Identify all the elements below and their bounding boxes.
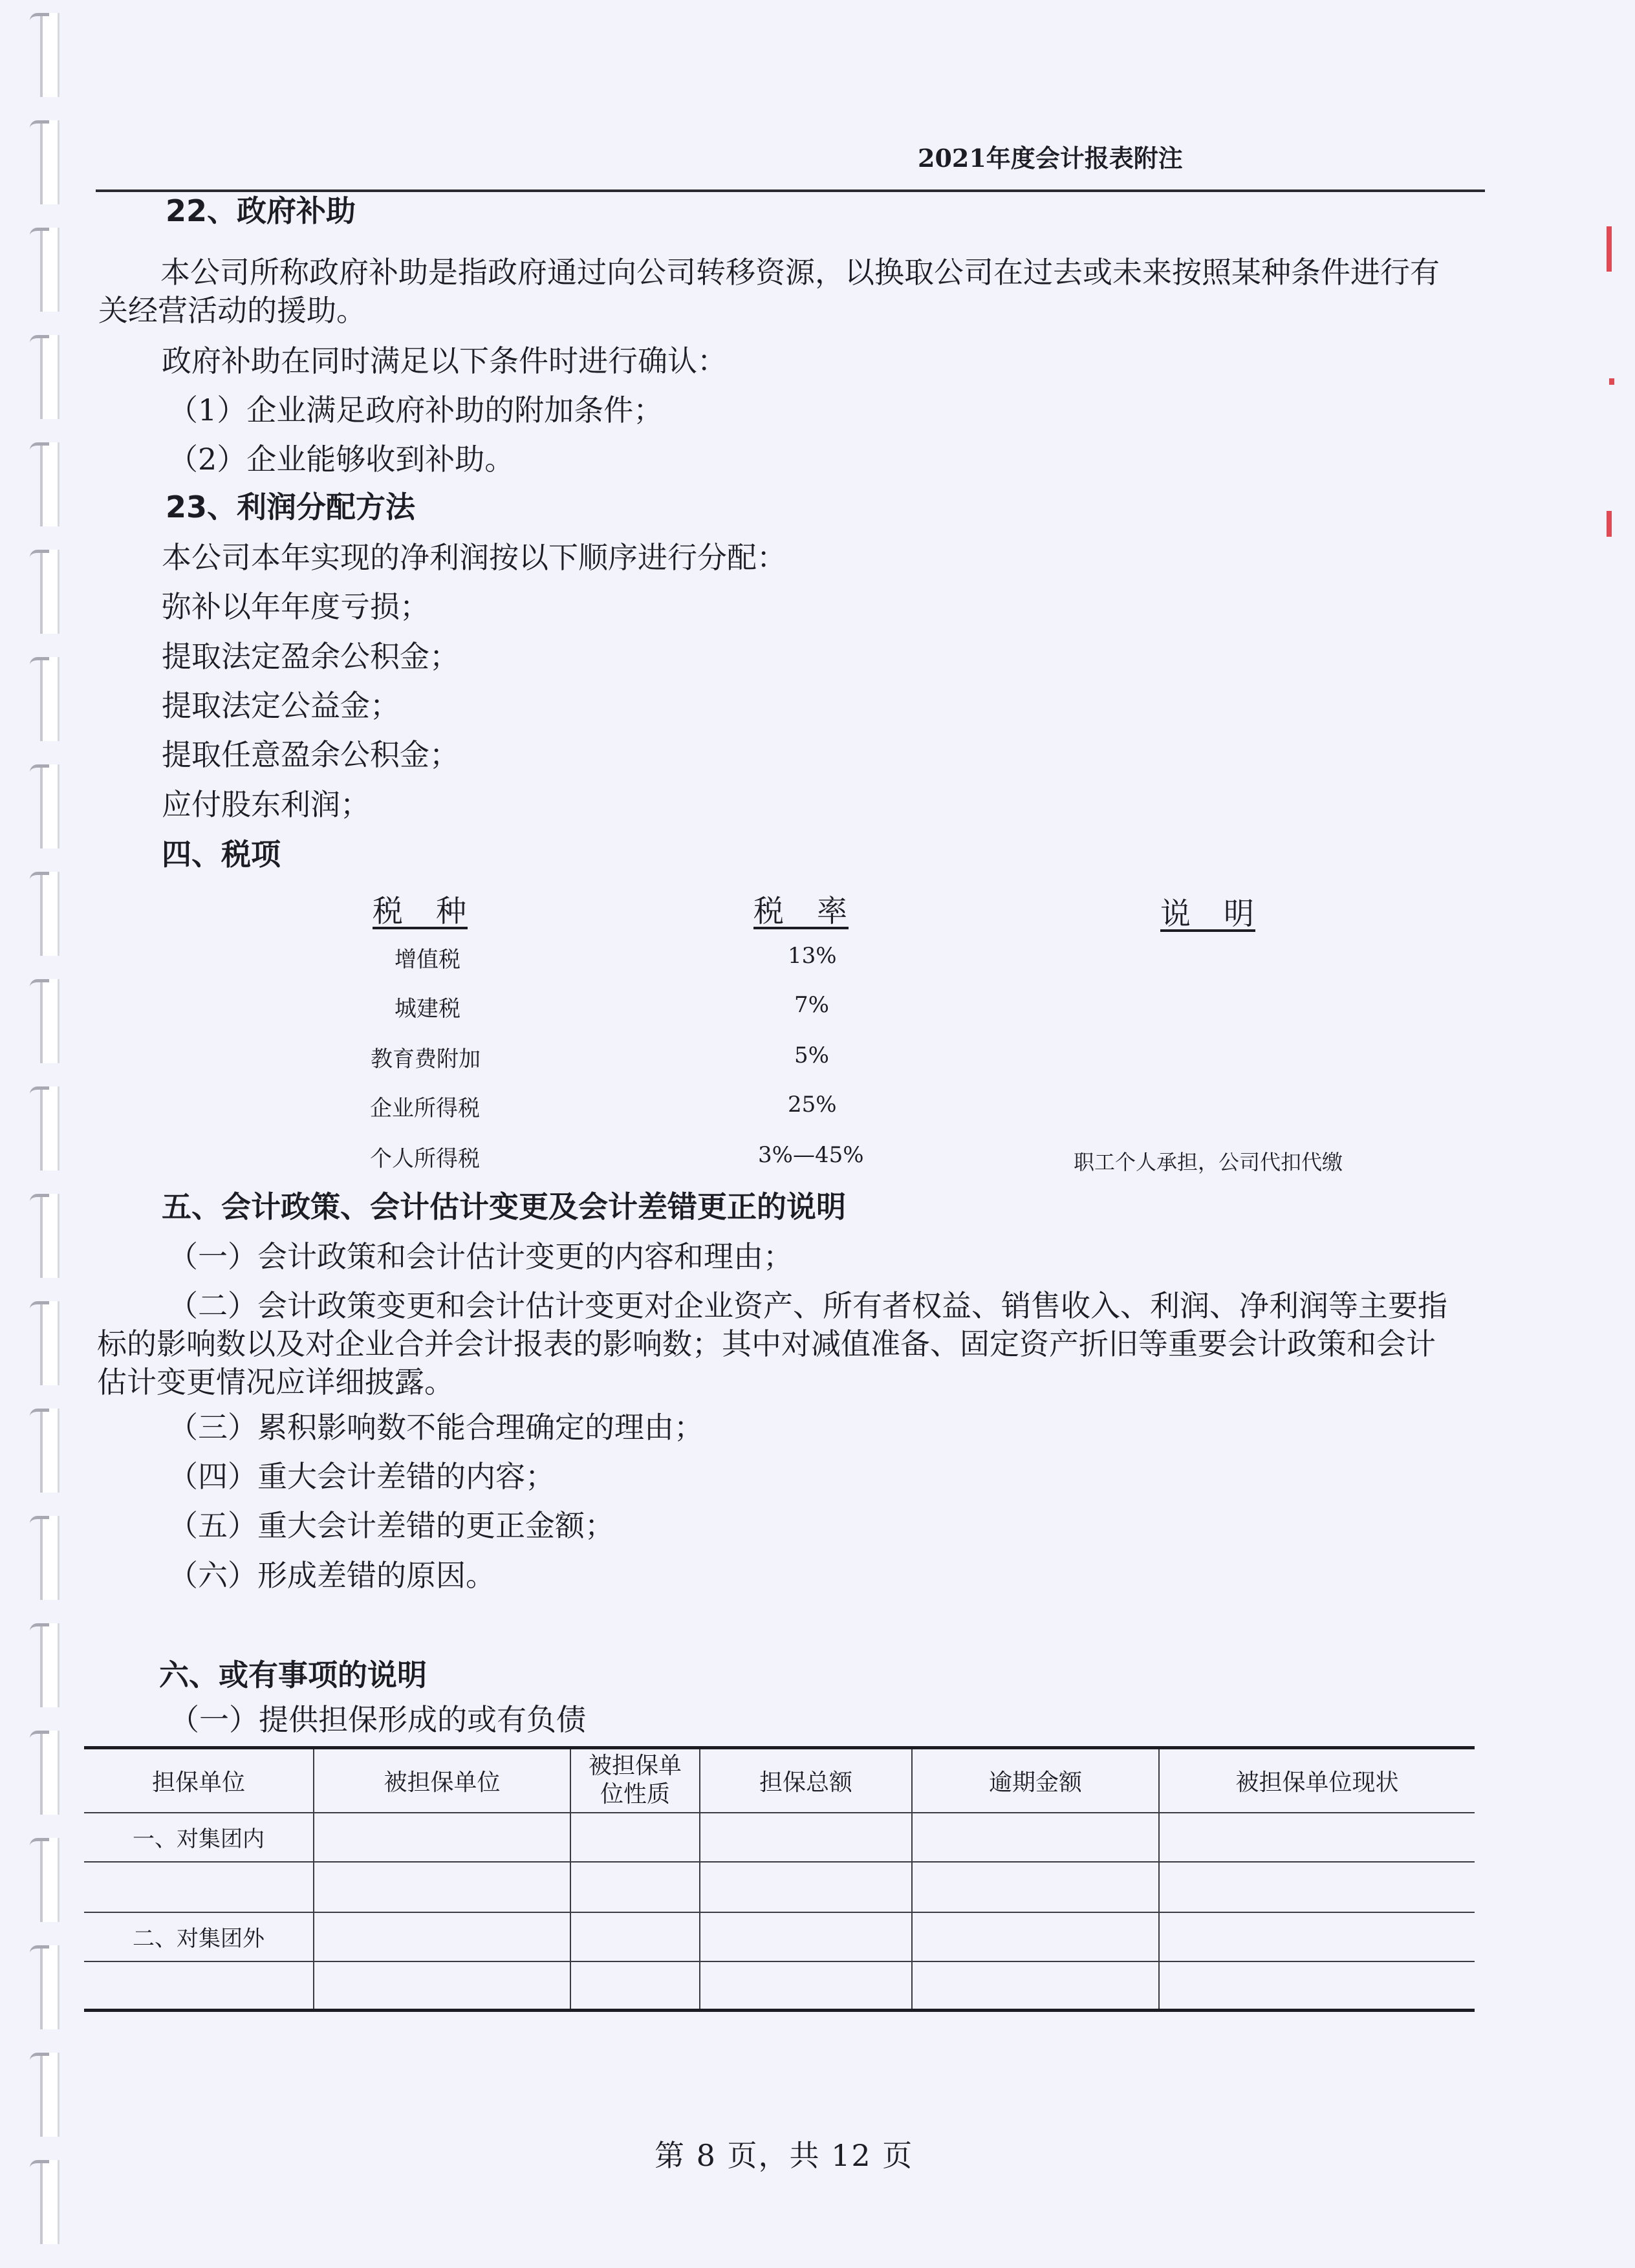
- tax-column-header: 税 种: [373, 894, 468, 929]
- section-5-heading: 五、会计政策、会计估计变更及会计差错更正的说明: [162, 1189, 846, 1224]
- section-5-item: （二）会计政策变更和会计估计变更对企业资产、所有者权益、销售收入、利润、净利润等主要指标的影响数以及对企业合并会计报表的影响数；其中对减值准备、固定资产折旧等重要会计政策和会计估计变更情况应详细披露。: [97, 1288, 1447, 1399]
- table-header: 担保总额: [700, 1748, 912, 1813]
- binding-hole: [23, 2160, 65, 2244]
- table-cell: [1159, 1961, 1475, 2011]
- table-header: 被担保单位现状: [1159, 1748, 1475, 1813]
- red-edge-mark: [1607, 511, 1612, 537]
- section-22-item: （1）企业满足政府补助的附加条件；: [168, 393, 664, 427]
- table-cell: [700, 1813, 912, 1862]
- red-edge-mark: [1607, 226, 1612, 272]
- binding-hole: [23, 13, 65, 97]
- section-22-paragraph-2: 政府补助在同时满足以下条件时进行确认：: [162, 343, 727, 378]
- table-cell: [912, 1912, 1159, 1961]
- table-header: 逾期金额: [912, 1748, 1159, 1813]
- binding-hole: [23, 1838, 65, 1922]
- section-23-item: 提取法定公益金；: [162, 688, 400, 723]
- binding-hole: [23, 120, 65, 204]
- section-23-item: 应付股东利润；: [162, 787, 370, 822]
- tax-rate: 3%—45%: [758, 1142, 864, 1168]
- table-cell: [700, 1862, 912, 1912]
- table-cell: [912, 1961, 1159, 2011]
- binding-hole: [23, 1086, 65, 1171]
- header-title: 2021年度会计报表附注: [918, 144, 1183, 173]
- tax-note: 职工个人承担，公司代扣代缴: [1074, 1150, 1343, 1174]
- red-edge-mark: [1609, 378, 1614, 385]
- binding-hole: [23, 979, 65, 1063]
- table-cell: [912, 1813, 1159, 1862]
- tax-rate: 5%: [794, 1042, 829, 1068]
- binding-hole: [23, 657, 65, 741]
- table-cell: [700, 1961, 912, 2011]
- table-row: [84, 1961, 1475, 2011]
- section-6-heading: 六、或有事项的说明: [159, 1658, 427, 1692]
- table-cell: [1159, 1862, 1475, 1912]
- binding-hole: [23, 1731, 65, 1815]
- binding-hole: [23, 764, 65, 848]
- binding-hole: [23, 442, 65, 526]
- table-cell: [314, 1862, 570, 1912]
- binding-hole: [23, 872, 65, 956]
- guarantee-table: [84, 1746, 1475, 2012]
- table-cell: [700, 1912, 912, 1961]
- section-23-intro: 本公司本年实现的净利润按以下顺序进行分配：: [162, 540, 786, 575]
- binding-hole: [23, 1194, 65, 1278]
- section-5-item: （一）会计政策和会计估计变更的内容和理由；: [168, 1239, 793, 1274]
- binding-hole: [23, 1623, 65, 1707]
- table-cell: [570, 1961, 700, 2011]
- tax-name: 教育费附加: [371, 1046, 481, 1072]
- binding-holes: [23, 13, 69, 2263]
- section-22-item: （2）企业能够收到补助。: [168, 442, 515, 477]
- section-5-item: （五）重大会计差错的更正金额；: [168, 1508, 614, 1543]
- table-header: 担保单位: [84, 1748, 314, 1813]
- section-22-paragraph-1: 本公司所称政府补助是指政府通过向公司转移资源，以换取公司在过去或未来按照某种条件进行有关经营活动的援助。: [98, 255, 1440, 328]
- section-22-heading: 22、政府补助: [166, 193, 356, 228]
- tax-rate: 25%: [788, 1092, 837, 1118]
- table-cell: [912, 1862, 1159, 1912]
- row-label: 一、对集团内: [84, 1813, 314, 1862]
- table-cell: [1159, 1813, 1475, 1862]
- table-row: [84, 1813, 1475, 1862]
- table-cell: [570, 1862, 700, 1912]
- section-5-item: （三）累积影响数不能合理确定的理由；: [168, 1410, 704, 1445]
- tax-rate: 7%: [794, 992, 829, 1018]
- table-cell: [570, 1813, 700, 1862]
- table-cell: [84, 1862, 314, 1912]
- table-cell: [314, 1961, 570, 2011]
- section-23-item: 弥补以年年度亏损；: [162, 589, 429, 624]
- section-23-item: 提取法定盈余公积金；: [162, 639, 459, 674]
- tax-name: 增值税: [395, 947, 460, 973]
- table-header: [570, 1748, 700, 1813]
- section-23-heading: 23、利润分配方法: [166, 490, 416, 524]
- table-cell: [314, 1813, 570, 1862]
- section-6-subheading: （一）提供担保形成的或有负债: [169, 1702, 586, 1737]
- table-header-line: 被担保单: [588, 1753, 682, 1780]
- table-cell: [314, 1912, 570, 1961]
- page-footer: 第 8 页，共 12 页: [655, 2138, 914, 2173]
- binding-hole: [23, 2053, 65, 2137]
- section-23-item: 提取任意盈余公积金；: [162, 737, 459, 772]
- tax-column-header: 税 率: [753, 894, 849, 929]
- tax-name: 个人所得税: [370, 1146, 480, 1172]
- binding-hole: [23, 335, 65, 419]
- table-header: 被担保单位: [314, 1748, 570, 1813]
- binding-hole: [23, 1945, 65, 2029]
- binding-hole: [23, 550, 65, 634]
- table-row: [84, 1912, 1475, 1961]
- tax-name: 城建税: [395, 996, 460, 1022]
- section-4-heading: 四、税项: [162, 837, 281, 872]
- binding-hole: [23, 1409, 65, 1493]
- table-row: [84, 1862, 1475, 1912]
- section-5-item: （四）重大会计差错的内容；: [168, 1459, 555, 1494]
- table-cell: [570, 1912, 700, 1961]
- table-cell: [1159, 1912, 1475, 1961]
- tax-name: 企业所得税: [370, 1096, 480, 1121]
- binding-hole: [23, 228, 65, 312]
- row-label: 二、对集团外: [84, 1912, 314, 1961]
- tax-column-header: 说 明: [1160, 896, 1255, 932]
- binding-hole: [23, 1516, 65, 1600]
- tax-rate: 13%: [788, 943, 837, 969]
- section-5-item: （六）形成差错的原因。: [168, 1558, 495, 1593]
- table-header-line: 位性质: [600, 1781, 670, 1808]
- binding-hole: [23, 1301, 65, 1385]
- table-cell: [84, 1961, 314, 2011]
